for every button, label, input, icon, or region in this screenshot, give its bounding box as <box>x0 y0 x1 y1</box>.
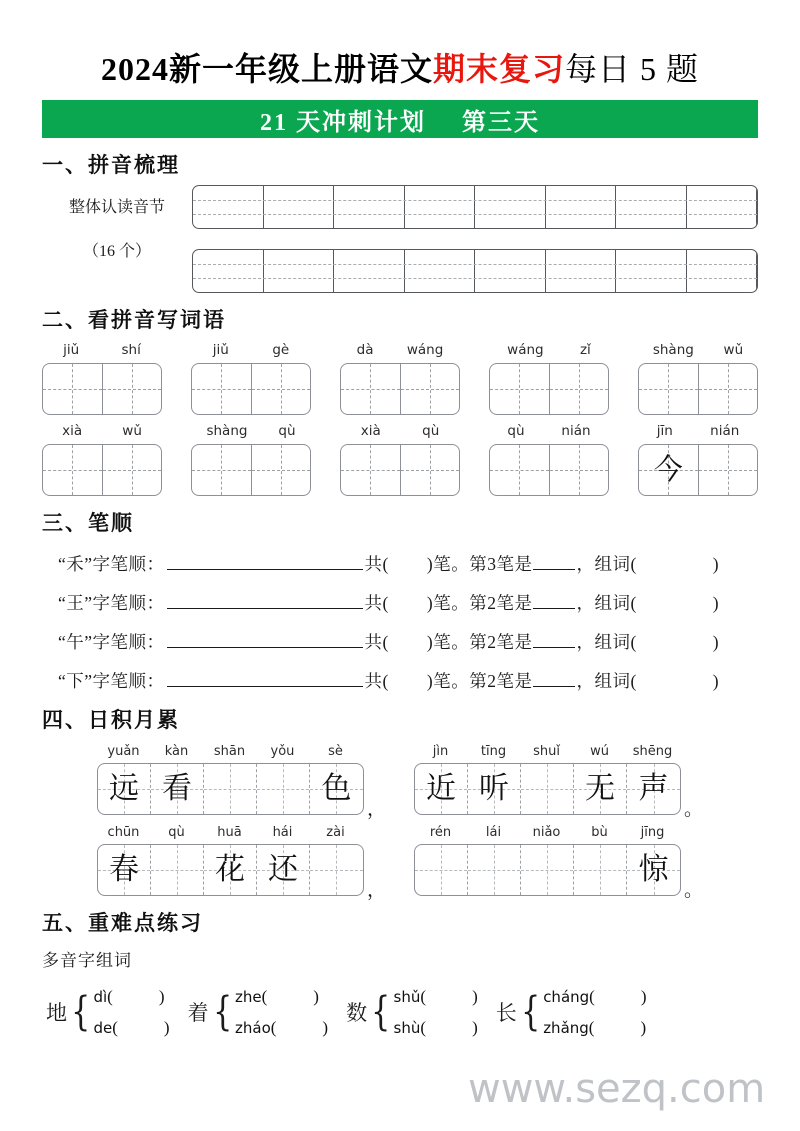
stroke-comma: ， <box>576 671 595 691</box>
answer-paren-open: ( <box>588 1018 595 1037</box>
tianzige-cell[interactable] <box>98 845 151 895</box>
prefilled-character: 春 <box>108 853 139 886</box>
tianzige-box[interactable] <box>42 363 162 415</box>
pinyin-hint <box>340 423 460 440</box>
stroke-nth-tail: 笔是 <box>496 671 533 691</box>
poem-punctuation: 。 <box>684 799 704 820</box>
word-form-close: ) <box>712 593 720 613</box>
stroke-nth-prompt: )笔。第 <box>426 671 488 691</box>
prefilled-character: 近 <box>426 772 456 805</box>
pinyin-syllable: niǎo <box>532 825 561 840</box>
poem-grid-with-punct <box>414 844 704 901</box>
pinyin-syllable: qù <box>422 423 440 439</box>
poem-punctuation: 。 <box>684 880 704 901</box>
prefilled-character: 惊 <box>638 853 669 886</box>
section-5-subheading: 多音字组词 <box>42 951 132 970</box>
tianzige-cell[interactable] <box>627 764 680 814</box>
stroke-total-prompt: 共( <box>364 554 389 574</box>
stroke-comma: ， <box>576 632 595 652</box>
pinyin-syllable: wǔ <box>122 423 142 439</box>
reading-row <box>394 1012 478 1043</box>
stroke-comma: ， <box>576 593 595 613</box>
prefilled-character: 还 <box>267 853 298 886</box>
pinyin-syllable: qù <box>168 825 185 840</box>
poem-grid-with-punct <box>97 844 386 901</box>
pinyin-syllable: chūn <box>107 825 140 840</box>
pinyin-cell[interactable] <box>687 186 758 228</box>
reading-pinyin: zháo <box>235 1019 271 1037</box>
pinyin-grid-row[interactable] <box>192 249 758 293</box>
pinyin-hint <box>42 342 162 359</box>
poem-row <box>42 825 758 901</box>
reading-row <box>235 1012 328 1043</box>
polyphonic-group <box>42 981 758 1043</box>
reading-list <box>394 981 478 1043</box>
prefilled-character: 今 <box>653 453 683 486</box>
tianzige-cell[interactable] <box>401 364 460 414</box>
stroke-order-line <box>42 590 758 615</box>
answer-paren-close: ) <box>313 987 319 1006</box>
polyphonic-character: 地 <box>46 1001 67 1025</box>
pinyin-cell[interactable] <box>264 186 335 228</box>
stroke-total-prompt: 共( <box>364 593 389 613</box>
poem-tianzige-box[interactable] <box>97 763 364 815</box>
reading-list <box>235 981 328 1043</box>
pinyin-hint <box>42 423 162 440</box>
pinyin-syllable: yǒu <box>270 744 295 759</box>
prefilled-character: 无 <box>585 772 615 805</box>
prefilled-character: 看 <box>161 772 192 805</box>
pinyin-syllable: wáng <box>507 342 544 358</box>
word-box-item <box>42 342 162 415</box>
reading-pinyin: shù <box>393 1019 421 1037</box>
polyphonic-item <box>496 981 647 1043</box>
answer-paren-open: ( <box>589 987 595 1006</box>
tianzige-cell[interactable] <box>699 364 758 414</box>
stroke-nth-blank[interactable] <box>533 595 575 609</box>
title-year: 2024 <box>100 51 169 87</box>
tianzige-cell[interactable] <box>192 364 252 414</box>
tianzige-cell[interactable] <box>468 764 521 814</box>
prefilled-character: 花 <box>214 853 245 886</box>
word-form-prompt: 组词( <box>594 593 637 613</box>
word-form-prompt: 组词( <box>594 632 637 652</box>
pinyin-syllable: kàn <box>164 744 189 759</box>
word-box-item <box>489 342 609 415</box>
pinyin-guide-line <box>193 278 757 279</box>
poem-half-line <box>414 825 704 901</box>
word-box-item <box>191 342 311 415</box>
tianzige-box[interactable] <box>340 363 460 415</box>
tianzige-cell[interactable] <box>550 445 609 495</box>
stroke-index: 3 <box>487 554 497 574</box>
tianzige-cell[interactable] <box>341 364 401 414</box>
pinyin-hint <box>638 423 758 440</box>
tianzige-cell[interactable] <box>639 364 699 414</box>
section-1-count: （16 个） <box>82 243 151 260</box>
stroke-total-prompt: 共( <box>364 671 389 691</box>
section-2-heading: 二、看拼音写词语 <box>42 308 226 332</box>
tianzige-cell[interactable] <box>151 764 204 814</box>
banner-plan-label: 21 天冲刺计划 <box>260 109 426 136</box>
answer-paren-open: ( <box>107 987 113 1006</box>
polyphonic-item <box>188 981 329 1043</box>
word-box-item <box>42 423 162 496</box>
stroke-index: 2 <box>487 671 497 691</box>
prefilled-character: 色 <box>321 772 352 805</box>
section-2-body <box>42 342 758 496</box>
section-3-body <box>42 551 758 693</box>
reading-row <box>543 1012 646 1043</box>
stroke-nth-prompt: )笔。第 <box>426 632 488 652</box>
poem-tianzige-box[interactable] <box>414 763 681 815</box>
pinyin-syllable: wáng <box>406 342 444 358</box>
pinyin-hint <box>489 342 609 359</box>
pinyin-hint <box>191 342 311 359</box>
tianzige-cell[interactable] <box>204 764 257 814</box>
reading-pinyin: zhe <box>235 988 262 1006</box>
pinyin-syllable: xià <box>360 423 381 439</box>
polyphonic-character: 数 <box>346 1001 368 1025</box>
stroke-total-prompt: 共( <box>364 632 389 652</box>
tianzige-cell[interactable] <box>574 764 627 814</box>
answer-paren-open: ( <box>420 1018 427 1037</box>
reading-row <box>93 981 169 1012</box>
pinyin-syllable: jìn <box>432 744 449 759</box>
pinyin-hint <box>638 342 758 359</box>
pinyin-hint <box>191 423 311 440</box>
pinyin-syllable: tīng <box>480 744 507 759</box>
tianzige-cell[interactable] <box>490 445 550 495</box>
tianzige-cell[interactable] <box>415 764 468 814</box>
stroke-order-char: “下” <box>58 671 93 691</box>
section-1-body <box>42 185 758 293</box>
tianzige-cell[interactable] <box>639 445 699 495</box>
tianzige-cell[interactable] <box>574 845 627 895</box>
stroke-order-prompt: 字笔顺： <box>92 671 165 691</box>
pinyin-syllable: shàng <box>652 342 694 358</box>
pinyin-syllable: shēng <box>632 744 673 759</box>
tianzige-cell[interactable] <box>43 445 103 495</box>
word-form-prompt: 组词( <box>594 671 637 691</box>
pinyin-hint <box>489 423 609 440</box>
word-box-row <box>42 342 758 415</box>
reading-pinyin: shǔ <box>393 988 421 1006</box>
pinyin-syllable: shí <box>121 342 141 358</box>
pinyin-cell[interactable] <box>687 250 758 292</box>
answer-paren-close: ) <box>322 1018 329 1037</box>
stroke-order-char: “禾” <box>58 554 93 574</box>
tianzige-cell[interactable] <box>252 364 311 414</box>
word-form-close: ) <box>712 671 720 691</box>
tianzige-cell[interactable] <box>341 445 401 495</box>
section-3-heading: 三、笔顺 <box>42 511 134 535</box>
pinyin-guide-line <box>193 264 757 265</box>
tianzige-cell[interactable] <box>550 364 609 414</box>
reading-list <box>93 981 169 1043</box>
page-title <box>42 0 758 90</box>
tianzige-cell[interactable] <box>490 364 550 414</box>
tianzige-cell[interactable] <box>521 845 574 895</box>
stroke-order-char: “王” <box>58 593 93 613</box>
stroke-index: 2 <box>487 632 497 652</box>
pinyin-syllable: qù <box>507 423 525 439</box>
pinyin-cell[interactable] <box>264 250 335 292</box>
brace-icon: { <box>212 989 232 1035</box>
reading-pinyin: cháng <box>543 988 590 1006</box>
poem-half-line <box>414 744 704 820</box>
tianzige-cell[interactable] <box>192 445 252 495</box>
pinyin-cell[interactable] <box>334 250 405 292</box>
tianzige-cell[interactable] <box>699 445 758 495</box>
stroke-nth-tail: 笔是 <box>496 632 533 652</box>
pinyin-syllable: jīng <box>640 825 665 840</box>
stroke-order-line <box>42 629 758 654</box>
word-box-item <box>489 423 609 496</box>
stroke-nth-blank[interactable] <box>533 634 575 648</box>
tianzige-cell[interactable] <box>627 845 680 895</box>
poem-punctuation: ， <box>366 880 386 901</box>
pinyin-grid-row[interactable] <box>192 185 758 229</box>
reading-row <box>235 981 328 1012</box>
pinyin-guide-line <box>193 200 757 201</box>
answer-paren-close: ) <box>640 987 647 1006</box>
tianzige-box[interactable] <box>191 444 311 496</box>
section-1-label: 整体认读音节 <box>68 199 165 216</box>
pinyin-syllable: nián <box>710 423 740 439</box>
answer-paren-open: ( <box>270 1018 277 1037</box>
stroke-nth-tail: 笔是 <box>496 593 533 613</box>
stroke-nth-prompt: )笔。第 <box>426 554 488 574</box>
answer-paren-close: ) <box>163 1018 170 1037</box>
pinyin-syllable: wǔ <box>723 342 744 358</box>
tianzige-cell[interactable] <box>103 445 162 495</box>
word-box-item <box>340 342 460 415</box>
polyphonic-character: 长 <box>495 1001 517 1025</box>
tianzige-cell[interactable] <box>310 845 363 895</box>
word-box-item <box>191 423 311 496</box>
tianzige-cell[interactable] <box>401 445 460 495</box>
pinyin-cell[interactable] <box>193 186 264 228</box>
pinyin-syllable: wú <box>590 744 609 759</box>
answer-paren-open: ( <box>112 1018 118 1037</box>
word-form-close: ) <box>712 632 720 652</box>
pinyin-syllable: jīn <box>656 423 673 439</box>
tianzige-cell[interactable] <box>98 764 151 814</box>
prefilled-character: 听 <box>479 772 509 805</box>
answer-paren-close: ) <box>472 987 478 1006</box>
polyphonic-item <box>346 981 478 1043</box>
pinyin-cell[interactable] <box>334 186 405 228</box>
answer-paren-open: ( <box>261 987 268 1006</box>
stroke-order-char: “午” <box>58 632 93 652</box>
section-1-heading: 一、拼音梳理 <box>42 153 180 177</box>
tianzige-cell[interactable] <box>151 845 204 895</box>
pinyin-syllable: dà <box>356 342 374 358</box>
tianzige-cell[interactable] <box>310 764 363 814</box>
poem-pinyin-row <box>414 825 703 841</box>
title-tail: 每日 5 题 <box>565 51 700 87</box>
pinyin-syllable: gè <box>272 342 290 358</box>
poem-grid-with-punct <box>414 763 704 820</box>
pinyin-syllable: sè <box>328 744 343 759</box>
tianzige-box[interactable] <box>489 363 609 415</box>
word-form-prompt: 组词( <box>594 554 637 574</box>
pinyin-syllable: qù <box>278 423 296 439</box>
poem-half-line <box>97 744 386 820</box>
reading-pinyin: zhǎng <box>543 1019 589 1037</box>
answer-paren-close: ) <box>472 1018 478 1037</box>
word-box-item <box>638 423 758 496</box>
poem-row <box>42 744 758 820</box>
pinyin-cell[interactable] <box>546 186 617 228</box>
tianzige-box[interactable] <box>42 444 162 496</box>
stroke-nth-blank[interactable] <box>533 556 575 570</box>
tianzige-cell[interactable] <box>103 364 162 414</box>
pinyin-cell[interactable] <box>405 250 476 292</box>
answer-paren-open: ( <box>420 987 427 1006</box>
site-watermark: www.sezq.com <box>468 1066 766 1112</box>
stroke-order-line <box>42 551 758 576</box>
pinyin-syllable: nián <box>561 423 591 439</box>
title-highlight: 期末复习 <box>432 51 565 87</box>
poem-pinyin-row <box>97 825 386 841</box>
stroke-nth-blank[interactable] <box>533 673 575 687</box>
pinyin-grid-group <box>192 185 758 293</box>
pinyin-syllable: zǐ <box>579 342 591 358</box>
tianzige-cell[interactable] <box>257 764 310 814</box>
pinyin-syllable: xià <box>62 423 83 439</box>
tianzige-box[interactable] <box>638 444 758 496</box>
section-1-label-group <box>42 185 192 263</box>
tianzige-box[interactable] <box>638 363 758 415</box>
pinyin-cell[interactable] <box>475 250 546 292</box>
pinyin-syllable: shuǐ <box>533 744 560 759</box>
stroke-index: 2 <box>487 593 497 613</box>
stroke-sequence-blank[interactable] <box>167 673 363 687</box>
stroke-order-prompt: 字笔顺： <box>92 554 165 574</box>
prefilled-character: 远 <box>108 772 139 805</box>
reading-pinyin: de <box>93 1019 113 1037</box>
stroke-sequence-blank[interactable] <box>167 556 363 570</box>
stroke-sequence-blank[interactable] <box>167 595 363 609</box>
pinyin-hint <box>340 342 460 359</box>
stroke-comma: ， <box>576 554 595 574</box>
pinyin-syllable: jiǔ <box>63 342 80 358</box>
pinyin-syllable: zài <box>326 825 345 840</box>
brace-icon: { <box>520 989 541 1035</box>
stroke-sequence-blank[interactable] <box>167 634 363 648</box>
word-form-close: ) <box>712 554 720 574</box>
pinyin-cell[interactable] <box>616 186 687 228</box>
answer-paren-close: ) <box>158 987 165 1006</box>
tianzige-cell[interactable] <box>521 764 574 814</box>
pinyin-cell[interactable] <box>475 186 546 228</box>
pinyin-syllable: lái <box>485 825 502 840</box>
poem-pinyin-row <box>97 744 386 760</box>
reading-pinyin: dì <box>93 988 108 1006</box>
section-4-heading: 四、日积月累 <box>42 708 180 732</box>
polyphonic-item <box>46 981 170 1043</box>
reading-row <box>93 1012 169 1043</box>
reading-list <box>543 981 646 1043</box>
poem-grid-with-punct <box>97 763 386 820</box>
stroke-order-line <box>42 668 758 693</box>
brace-icon: { <box>371 989 391 1035</box>
section-5-heading: 五、重难点练习 <box>42 911 203 935</box>
tianzige-cell[interactable] <box>468 845 521 895</box>
tianzige-box[interactable] <box>191 363 311 415</box>
pinyin-syllable: jiǔ <box>212 342 229 358</box>
pinyin-syllable: bù <box>591 825 608 840</box>
pinyin-cell[interactable] <box>405 186 476 228</box>
reading-row <box>543 981 646 1012</box>
tianzige-cell[interactable] <box>415 845 468 895</box>
pinyin-cell[interactable] <box>193 250 264 292</box>
tianzige-cell[interactable] <box>204 845 257 895</box>
poem-tianzige-box[interactable] <box>97 844 364 896</box>
tianzige-cell[interactable] <box>43 364 103 414</box>
tianzige-cell[interactable] <box>252 445 311 495</box>
pinyin-syllable: hái <box>272 825 293 840</box>
answer-paren-close: ) <box>640 1018 647 1037</box>
pinyin-cell[interactable] <box>616 250 687 292</box>
stroke-order-prompt: 字笔顺： <box>92 593 165 613</box>
title-main: 新一年级上册语文 <box>168 51 433 87</box>
banner-day-label: 第三天 <box>462 109 540 136</box>
word-box-item <box>638 342 758 415</box>
word-box-item <box>340 423 460 496</box>
pinyin-syllable: rén <box>429 825 452 840</box>
poem-tianzige-box[interactable] <box>414 844 681 896</box>
brace-icon: { <box>71 989 91 1035</box>
pinyin-syllable: yuǎn <box>107 744 140 759</box>
stroke-nth-prompt: )笔。第 <box>426 593 488 613</box>
section-4-body <box>42 744 758 901</box>
poem-half-line <box>97 825 386 901</box>
tianzige-box[interactable] <box>489 444 609 496</box>
word-box-row <box>42 423 758 496</box>
stroke-nth-tail: 笔是 <box>496 554 533 574</box>
pinyin-syllable: shān <box>213 744 246 759</box>
polyphonic-character: 着 <box>187 1001 209 1025</box>
prefilled-character: 声 <box>638 772 669 805</box>
pinyin-syllable: huā <box>217 825 242 840</box>
pinyin-cell[interactable] <box>546 250 617 292</box>
poem-punctuation: ， <box>366 799 386 820</box>
tianzige-cell[interactable] <box>257 845 310 895</box>
tianzige-box[interactable] <box>340 444 460 496</box>
plan-banner <box>42 100 758 138</box>
reading-row <box>394 981 478 1012</box>
pinyin-guide-line <box>193 214 757 215</box>
poem-pinyin-row <box>414 744 703 760</box>
stroke-order-prompt: 字笔顺： <box>92 632 165 652</box>
pinyin-syllable: shàng <box>206 423 248 439</box>
